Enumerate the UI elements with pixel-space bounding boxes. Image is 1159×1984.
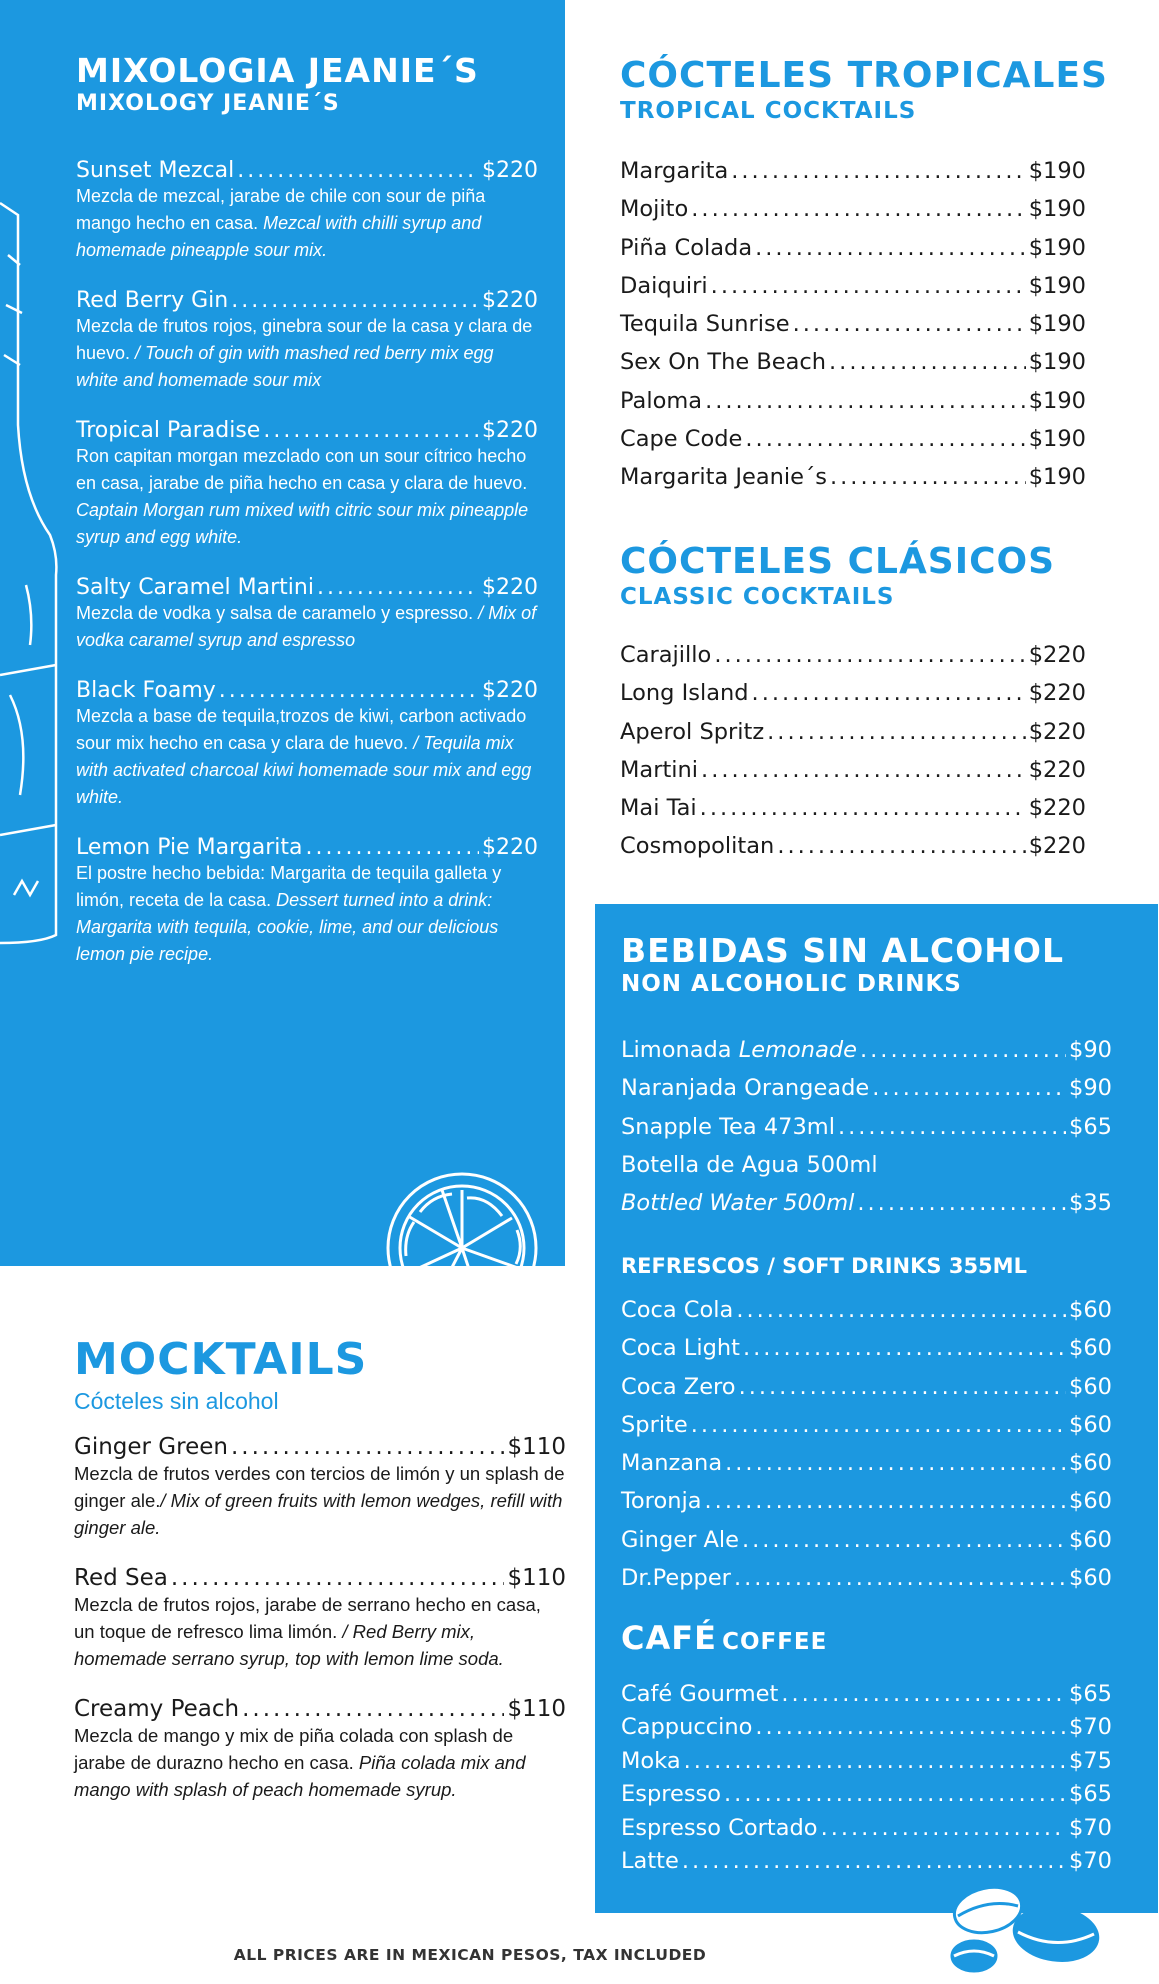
item-desc-es: Ron capitan morgan mezclado con un sour cítrico hecho en casa, jarabe de piña hecho en casa y clara de huevo. (76, 446, 528, 493)
item-name: Ginger Green (74, 1434, 228, 1460)
list-item: Cosmopolitan ..... $220 (620, 827, 1086, 865)
list-item (74, 1696, 566, 1803)
list-item (76, 835, 538, 968)
list-item: Bottled Water 500ml ..... $35 (621, 1184, 1112, 1222)
item-name: Red Sea (74, 1565, 168, 1591)
item-desc-es: Mezcla de frutos rojos, jarabe de serrano hecho en casa, un toque de refresco lima limón. (74, 1594, 541, 1642)
item-price: $220 (482, 158, 538, 183)
list-item: Cape Code ..... $190 (620, 420, 1086, 458)
refrescos-title: REFRESCOS / SOFT DRINKS 355ML (621, 1254, 1027, 1278)
list-item: Snapple Tea 473ml ..... $65 (621, 1108, 1112, 1146)
list-item: Coca Zero ..... $60 (621, 1368, 1112, 1406)
item-desc-en: / Mix of green fruits with lemon wedges, refill with ginger ale. (74, 1490, 563, 1538)
list-item (76, 158, 538, 264)
tropicales-list (620, 152, 1086, 497)
item-desc-en: Piña colada mix and mango with splash of peach homemade syrup. (74, 1752, 526, 1800)
item-name: Black Foamy (76, 678, 216, 703)
tropicales-title: CÓCTELES TROPICALES (620, 55, 1108, 96)
footer-note: ALL PRICES ARE IN MEXICAN PESOS, TAX INCLUDED (233, 1946, 707, 1964)
item-desc-en: / Touch of gin with mashed red berry mix egg white and homemade sour mix (76, 343, 494, 390)
mixologia-subtitle: MIXOLOGY JEANIE´S (76, 91, 340, 116)
bottle-illustration (0, 195, 62, 945)
item-desc-en: Captain Morgan rum mixed with citric sour mix pineapple syrup and egg white. (76, 500, 529, 547)
item-desc-es: Mezcla de mango y mix de piña colada con splash de jarabe de durazno hecho en casa. (74, 1725, 514, 1773)
item-price: $110 (507, 1565, 566, 1591)
list-item: Toronja ..... $60 (621, 1482, 1112, 1520)
list-item: Coca Light ..... $60 (621, 1329, 1112, 1367)
list-item: Mai Tai ..... $220 (620, 789, 1086, 827)
clasicos-subtitle: CLASSIC COCKTAILS (620, 584, 895, 610)
item-price: $220 (482, 678, 538, 703)
item-desc-es: El postre hecho bebida: Margarita de tequila galleta y limón, receta de la casa. (76, 863, 502, 910)
list-item: Cappuccino ..... $70 (621, 1711, 1112, 1744)
list-item: Naranjada Orangeade ..... $90 (621, 1069, 1112, 1107)
item-name: Sunset Mezcal (76, 158, 235, 183)
list-item: Dr.Pepper ..... $60 (621, 1559, 1112, 1597)
list-item (74, 1434, 566, 1541)
list-item: Limonada Lemonade ..... $90 (621, 1031, 1112, 1069)
item-desc-es: Mezcla de frutos verdes con tercios de limón y un splash de ginger ale. (74, 1463, 565, 1511)
list-item (76, 288, 538, 394)
item-name: Lemon Pie Margarita (76, 835, 303, 860)
mixologia-list (76, 158, 538, 992)
list-item: Latte ..... $70 (621, 1845, 1112, 1878)
list-item: Café Gourmet ..... $65 (621, 1678, 1112, 1711)
list-item: Paloma ..... $190 (620, 382, 1086, 420)
list-item: Tequila Sunrise ..... $190 (620, 305, 1086, 343)
list-item: Moka ..... $75 (621, 1745, 1112, 1778)
mixologia-panel (0, 0, 565, 1266)
clasicos-title: CÓCTELES CLÁSICOS (620, 541, 1056, 582)
list-item: Margarita ..... $190 (620, 152, 1086, 190)
coffee-beans-illustration (944, 1876, 1114, 1976)
list-item (76, 575, 538, 654)
cafe-subtitle: COFFEE (722, 1629, 828, 1655)
list-item (76, 418, 538, 551)
list-item: Espresso Cortado ..... $70 (621, 1812, 1112, 1845)
list-item: Carajillo ..... $220 (620, 636, 1086, 674)
list-item: Ginger Ale ..... $60 (621, 1521, 1112, 1559)
list-item: Margarita Jeanie´s ..... $190 (620, 458, 1086, 496)
sin-alcohol-title: BEBIDAS SIN ALCOHOL (621, 931, 1065, 970)
item-desc-en: Mezcal with chilli syrup and homemade pineapple sour mix. (76, 213, 482, 260)
drinks-panel (595, 904, 1158, 1913)
clasicos-list (620, 636, 1086, 866)
water-line1: Botella de Agua 500ml (621, 1151, 878, 1178)
list-item: Espresso ..... $65 (621, 1778, 1112, 1811)
mocktails-title: MOCKTAILS (74, 1334, 368, 1385)
list-item (76, 678, 538, 811)
list-item: Sex On The Beach ..... $190 (620, 343, 1086, 381)
item-price: $110 (507, 1696, 566, 1722)
list-item: Daiquiri ..... $190 (620, 267, 1086, 305)
mixologia-title: MIXOLOGIA JEANIE´S (76, 51, 479, 90)
refrescos-list (621, 1291, 1112, 1597)
list-item: Piña Colada ..... $190 (620, 229, 1086, 267)
mocktails-list (74, 1434, 566, 1827)
item-desc-es: Mezcla de vodka y salsa de caramelo y espresso. (76, 603, 479, 623)
item-price: $220 (482, 418, 538, 443)
list-item: Long Island ..... $220 (620, 674, 1086, 712)
sin-alcohol-subtitle: NON ALCOHOLIC DRINKS (621, 971, 962, 997)
item-price: $220 (482, 835, 538, 860)
item-name: Salty Caramel Martini (76, 575, 314, 600)
item-name: Creamy Peach (74, 1696, 240, 1722)
item-price: $220 (482, 575, 538, 600)
lemon-slice-illustration (362, 1168, 562, 1328)
list-item: Coca Cola ..... $60 (621, 1291, 1112, 1329)
list-item: Sprite ..... $60 (621, 1406, 1112, 1444)
cafe-title: CAFÉ (621, 1619, 717, 1657)
list-item: Manzana ..... $60 (621, 1444, 1112, 1482)
item-desc-en: / Red Berry mix, homemade serrano syrup, top with lemon lime soda. (74, 1621, 504, 1669)
tropicales-subtitle: TROPICAL COCKTAILS (620, 98, 917, 124)
sin-alcohol-list (621, 1031, 1112, 1222)
list-item: Mojito ..... $190 (620, 190, 1086, 228)
item-desc-en: Dessert turned into a drink: Margarita with tequila, cookie, lime, and our delicious lemon pie recipe. (76, 890, 499, 964)
item-desc-en: / Mix of vodka caramel syrup and espresso (76, 603, 537, 650)
cafe-list (621, 1678, 1112, 1878)
item-price: $110 (507, 1434, 566, 1460)
item-desc-es: Mezcla a base de tequila,trozos de kiwi, carbon activado sour mix hecho en casa y clara de huevo. (76, 706, 527, 753)
list-item (74, 1565, 566, 1672)
item-name: Tropical Paradise (76, 418, 261, 443)
list-item: Martini ..... $220 (620, 751, 1086, 789)
item-price: $220 (482, 288, 538, 313)
item-desc-en: / Tequila mix with activated charcoal kiwi homemade sour mix and egg white. (76, 733, 532, 807)
item-desc-es: Mezcla de frutos rojos, ginebra sour de la casa y clara de huevo. (76, 316, 533, 363)
item-name: Red Berry Gin (76, 288, 229, 313)
mocktails-subtitle: Cócteles sin alcohol (74, 1388, 279, 1414)
list-item: Aperol Spritz ..... $220 (620, 713, 1086, 751)
item-desc-es: Mezcla de mezcal, jarabe de chile con sour de piña mango hecho en casa. (76, 186, 486, 233)
